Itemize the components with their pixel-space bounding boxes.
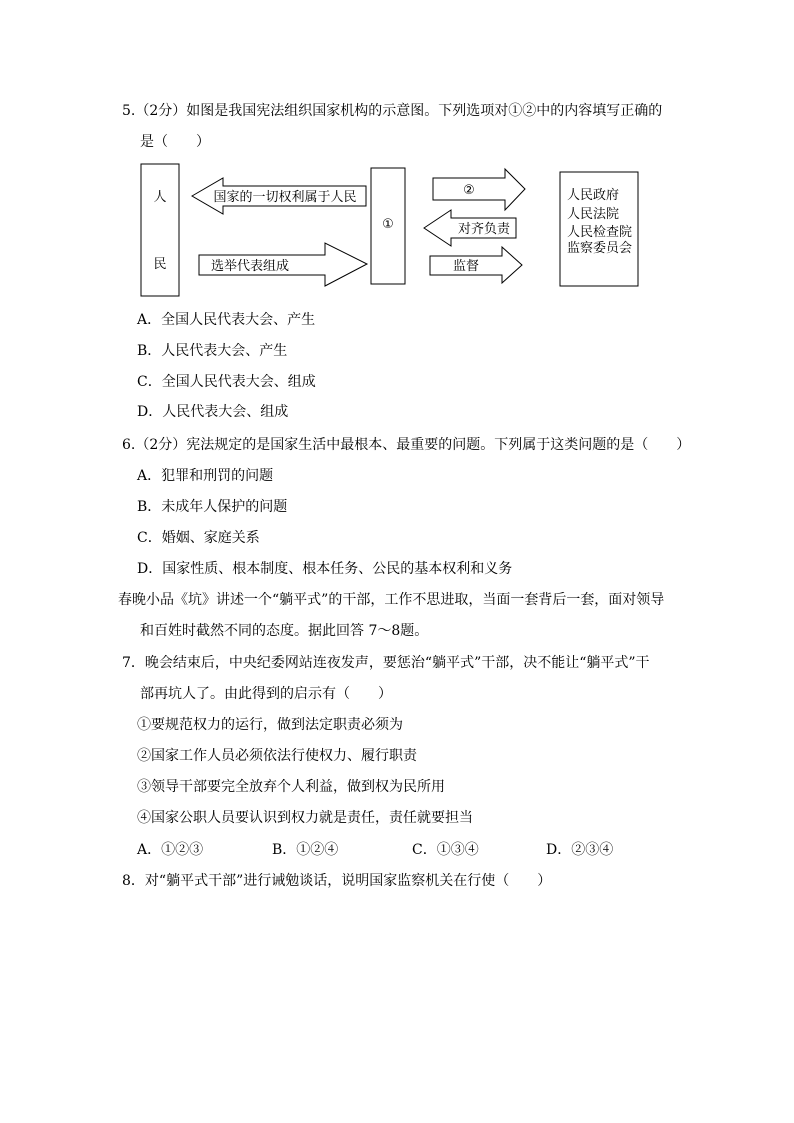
q6-option-b: B．未成年人保护的问题 — [137, 499, 288, 515]
q7-statement-1: ①要规范权力的运行，做到法定职责必须为 — [137, 717, 403, 733]
arrow-elect-label: 选举代表组成 — [210, 259, 290, 274]
people-char-1: 人 — [153, 190, 167, 205]
q7-statement-3: ③领导干部要完全放弃个人利益，做到权为民所用 — [137, 779, 445, 795]
q7-choice-b: B．①②④ — [272, 842, 339, 858]
q8-stem: 8．对“躺平式干部”进行诫勉谈话，说明国家监察机关在行使（ ） — [122, 873, 552, 889]
arrow-power-label: 国家的一切权利属于人民 — [213, 190, 357, 205]
arrow-supervise-label: 监督 — [452, 259, 480, 274]
q6-option-d: D．国家性质、根本制度、根本任务、公民的基本权利和义务 — [137, 561, 513, 577]
q7-stem-line2: 部再坑人了。由此得到的启示有（ ） — [140, 686, 392, 702]
organ-court: 人民法院 — [567, 207, 620, 222]
material-line2: 和百姓时截然不同的态度。据此回答 7～8题。 — [140, 623, 429, 639]
people-box — [141, 164, 179, 296]
q5-stem-line2: 是（ ） — [140, 134, 210, 150]
organ-supervisory-commission: 监察委员会 — [567, 241, 633, 256]
q5-option-b: B．人民代表大会、产生 — [137, 343, 288, 359]
organ-procuratorate: 人民检查院 — [567, 225, 633, 240]
arrow-two-label: ② — [463, 183, 475, 198]
arrow-two — [433, 169, 525, 210]
q6-option-c: C．婚姻、家庭关系 — [137, 530, 260, 546]
q7-choice-a: A．①②③ — [137, 842, 204, 858]
q5-diagram — [0, 0, 794, 310]
q6-stem: 6.（2分）宪法规定的是国家生活中最根本、最重要的问题。下列属于这类问题的是（ ） — [122, 437, 691, 453]
q7-stem-line1: 7．晚会结束后，中央纪委网站连夜发声，要惩治“躺平式”干部，决不能让“躺平式”干 — [122, 655, 650, 671]
q5-option-d: D．人民代表大会、组成 — [137, 404, 289, 420]
q7-statement-4: ④国家公职人员要认识到权力就是责任，责任就要担当 — [137, 810, 473, 826]
organ-government: 人民政府 — [567, 188, 620, 203]
q7-choice-d: D．②③④ — [546, 842, 614, 858]
q6-option-a: A．犯罪和刑罚的问题 — [137, 468, 274, 484]
center-label: ① — [382, 217, 394, 232]
q7-choice-c: C．①③④ — [412, 842, 479, 858]
q5-option-c: C．全国人民代表大会、组成 — [137, 374, 316, 390]
q7-statement-2: ②国家工作人员必须依法行使权力、履行职责 — [137, 748, 417, 764]
q5-option-a: A．全国人民代表大会、产生 — [137, 312, 316, 328]
arrow-responsible-label: 对齐负责 — [457, 222, 511, 237]
q5-stem-line1: 5.（2分）如图是我国宪法组织国家机构的示意图。下列选项对①②中的内容填写正确的 — [122, 103, 663, 119]
people-char-2: 民 — [153, 257, 167, 272]
material-line1: 春晚小品《坑》讲述一个“躺平式”的干部，工作不思进取，当面一套背后一套，面对领导 — [118, 592, 665, 608]
